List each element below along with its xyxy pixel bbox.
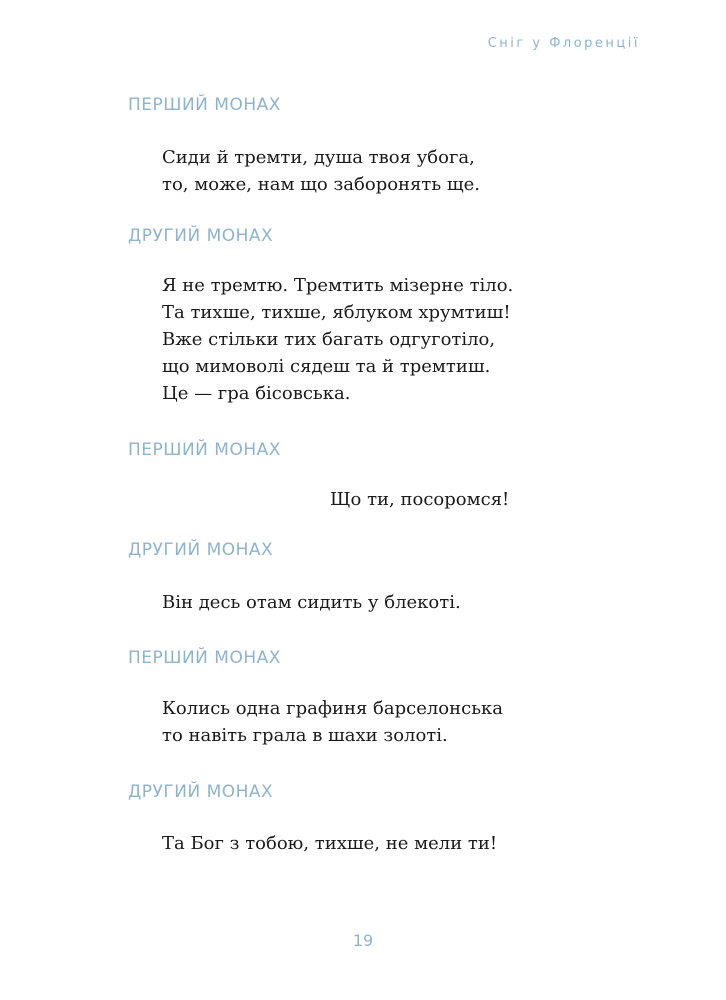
verse-line: Що ти, посоромся! xyxy=(330,489,510,510)
verse-block xyxy=(162,695,503,749)
verse-line: що мимоволі сядеш та й тремтиш. xyxy=(162,356,491,377)
speaker-label: ДРУГИЙ МОНАХ xyxy=(128,540,274,560)
verse-line: Я не тремтю. Тремтить мізерне тіло. xyxy=(162,275,514,296)
verse-line: Колись одна графиня барселонська xyxy=(162,698,503,719)
verse-block xyxy=(330,486,509,513)
running-head: Сніг у Флоренції xyxy=(487,36,640,51)
verse-line: то навіть грала в шахи золоті. xyxy=(162,725,448,746)
page-number: 19 xyxy=(352,931,374,950)
verse-block xyxy=(162,272,513,407)
verse-line: то, може, нам що заборонять ще. xyxy=(162,174,480,195)
speaker-label: ДРУГИЙ МОНАХ xyxy=(128,226,274,246)
speaker-label: ПЕРШИЙ МОНАХ xyxy=(128,440,281,460)
verse-block xyxy=(162,830,497,857)
speaker-label: ДРУГИЙ МОНАХ xyxy=(128,782,274,802)
verse-line: Він десь отам сидить у блекоті. xyxy=(162,592,461,613)
verse-line: Це — гра бісовська. xyxy=(162,383,351,404)
verse-line: Та Бог з тобою, тихше, не мели ти! xyxy=(162,833,498,854)
verse-line: Та тихше, тихше, яблуком хрумтиш! xyxy=(162,302,511,323)
speaker-label: ПЕРШИЙ МОНАХ xyxy=(128,95,281,115)
speaker-label: ПЕРШИЙ МОНАХ xyxy=(128,648,281,668)
verse-line: Вже стільки тих багать одгуготіло, xyxy=(162,329,496,350)
verse-block xyxy=(162,589,461,616)
verse-line: Сиди й тремти, душа твоя убога, xyxy=(162,147,475,168)
verse-block xyxy=(162,144,480,198)
